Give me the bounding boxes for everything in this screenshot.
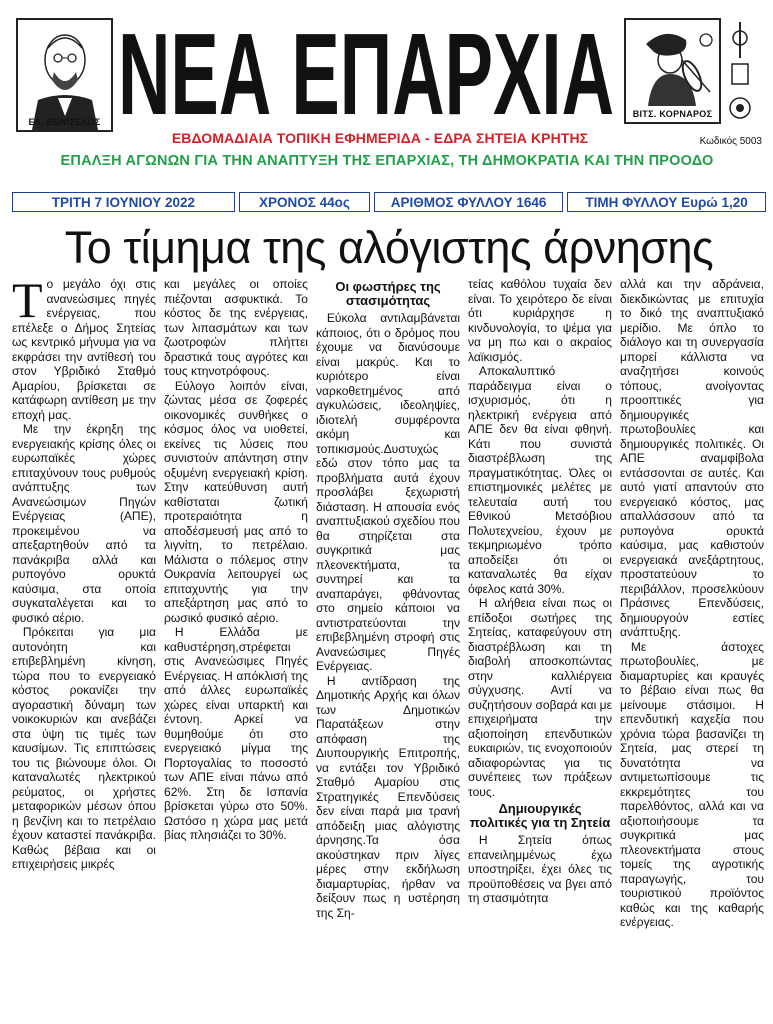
section-heading: Δημιουργικές πολιτικές για τη Σητεία [469, 801, 611, 830]
article-paragraph: Η αλήθεια είναι πως οι επίδοξοι σωτήρες της Σητείας, καταφεύγουν στη διαστρέβλωση και τη διαβολή αποσκοπώντας στην καλλιέργεια σύγχυσης. Αντί να συζητήσουν σοβαρά και με επιχειρήματα την αξιοποίηση επενδυτικών ευκαιριών, τις ενοχοποιούν αδιαφορώντας για τις συνέπειες των πράξεων τους. [468, 596, 612, 799]
article-paragraph: Εύλογο λοιπόν είναι, ζώντας μέσα σε ζοφερές οικονομικές συνθήκες ο κόσμος όλος να υιοθετεί, εκείνες τις λύσεις που συνιστούν απάντηση στην οξυμένη ενεργειακή κρίση. Στην κατεύθυνση αυτή καθίσταται ζωτική προτεραιότητα η αποδέσμευσή μας από το λιγνίτη, το πετρέλαιο. Μάλιστα ο πόλεμος στην Ουκρανία λειτουργεί ως επιταχυντής για την απεξάρτηση μας από το ρωσικό φυσικό αέριο. [164, 378, 308, 625]
venizelos-portrait [16, 18, 113, 132]
article-paragraph: Με άστοχες πρωτοβουλίες, με διαμαρτυρίες και κραυγές το βέβαιο είναι πως θα μείνουμε στάσιμοι. Η επενδυτική καχεξία που χρόνια τώρα βασανίζει τη Σητεία, μας στερεί τη δυνατότητα να αντιμετωπίσουμε τις εκκρεμότητες του παρελθόντος, αλλά και να αξιοποιήσουμε τα συγκριτικά μας πλεονεκτήματα στους τομείς της αγροτικής παραγωγής, του τουριστικού προϊόντος καθώς και της καθαρής ενέργειας. [620, 639, 764, 929]
article-body [12, 277, 766, 1017]
article-paragraph: Πρόκειται για μια αυτονόητη και επιβεβλημένη κίνηση, τώρα που το ενεργειακό κόστος ροκανίζει την αγοραστική δύναμη των νοικοκυριών και ανεβάζει στα ύψη τις τιμές των καυσίμων. Τις επιπτώσεις του τις βιώνουμε όλοι. Οι καταναλωτές ηλεκτρικού ρεύματος, οι χρήστες μεταφορικών μέσων όπου η βενζίνη και το πετρέλαιο έχουν καταστεί πανάκριβα. Καθώς βέβαια και οι επιχειρήσεις μικρές [12, 625, 156, 871]
issue-info-bar [12, 192, 766, 212]
article-column-1 [12, 277, 156, 1017]
issue-price: ΤΙΜΗ ΦΥΛΛΟΥ Ευρώ 1,20 [567, 192, 766, 212]
paragraph-text: ο μεγάλο όχι στις ανανεώσιμες πηγές ενέργειας, που επέλεξε ο Δήμος Σητείας ως κεντρικό μήνυμα για να εκφράσει την αντίθεσή του στον Υβριδικό Σταθμό Αμαρίου, βρίσκεται σε κατάφωρη αντίθεση με την εποχή μας. [12, 277, 156, 422]
drop-cap: Τ [12, 277, 43, 328]
decorative-emblem [720, 18, 760, 126]
kornaros-portrait [624, 18, 721, 124]
newspaper-code: Κωδικός 5003 [699, 136, 762, 147]
issue-date: ΤΡΙΤΗ 7 ΙΟΥΝΙΟΥ 2022 [12, 192, 235, 212]
article-paragraph: τείας καθόλου τυχαία δεν είναι. Το χειρότερο δε είναι ότι κυριάρχησε η κινδυνολογία, το ψέμα για να μη πω και ο ακραίος λαϊκισμός. [468, 277, 612, 364]
portrait-illustration-icon [18, 20, 111, 130]
article-column-2 [164, 277, 308, 1017]
issue-year: ΧΡΟΝΟΣ 44ος [239, 192, 370, 212]
article-paragraph: Η αντίδραση της Δημοτικής Αρχής και όλων των Δημοτικών Παρατάξεων στην απόφαση της Διυπουργικής Επιτροπής, να εντάξει τον Υβριδικό Σταθμό Αμαρίου στις Στρατηγικές Επενδύσεις δεν είναι παρά μια τρανή απόδειξη μιας αλόγιστης άρνησης.Τα όσα ακούστηκαν πριν λίγες μέρες στην εκδήλωση διαμαρτυρίας, ήρθαν να δείξουν πως η υστέρηση της Ση- [316, 673, 460, 920]
left-portrait-caption: ΕΛ. ΒΕΝΙΖΕΛΟΣ [28, 117, 101, 127]
article-paragraph [12, 277, 156, 422]
article-paragraph: και μεγάλες οι οποίες πιέζονται ασφυκτικά. Το κόστος δε της ενέργειας, των λιπασμάτων και των ζωοτροφών πλήττει δραστικά τους αγρότες και τους κτηνοτρόφους. [164, 277, 308, 378]
issue-number: ΑΡΙΘΜΟΣ ΦΥΛΛΟΥ 1646 [374, 192, 563, 212]
article-paragraph: Αποκαλυπτικό παράδειγμα είναι ο ισχυρισμός, ότι η ηλεκτρική ενέργεια από ΑΠΕ δεν θα είναι φθηνή. Κάτι που συνιστά διαστρέβλωση της πραγματικότητας. Όλες οι επιστημονικές μελέτες με τελευταία αυτή του Εθνικού Μετσόβιου Πολυτεχνείου, έχουν με τεκμηριωμένο τρόπο αποδείξει ότι οι καταναλωτές θα είχαν όφελος κατά 30%. [468, 364, 612, 596]
newspaper-subtitle: ΕΒΔΟΜΑΔΙΑΙΑ ΤΟΠΙΚΗ ΕΦΗΜΕΡΙΔΑ - ΕΔΡΑ ΣΗΤΕΙΑ ΚΡΗΤΗΣ [171, 130, 589, 146]
article-paragraph: Με την έκρηξη της ενεργειακής κρίσης όλες οι ευρωπαϊκές χώρες επιταχύνουν τους ρυθμούς ανάπτυξης των Ανανεώσιμων Πηγών Ενέργειας (ΑΠΕ), προκειμένου να απεξαρτηθούν από τα πανάκριβα αλλά και ρυπογόνο ορυκτά καύσιμα, στα οποία συγκαταλέγεται και το φυσικό αέριο. [12, 422, 156, 625]
article-column-5 [620, 277, 764, 1017]
section-heading: Οι φωστήρες της στασιμότητας [335, 279, 441, 308]
ornament-icon [720, 18, 760, 126]
article-headline: Το τίμημα της αλόγιστης άρνησης [64, 222, 714, 273]
lyre-player-illustration-icon [626, 20, 719, 122]
right-portrait-caption: ΒΙΤΣ. ΚΟΡΝΑΡΟΣ [632, 109, 713, 119]
article-paragraph: Η Σητεία όπως επανειλημμένως έχω υποστηρίξει, έχει όλες τις προϋποθέσεις να βγει από τη στασιμότητα [468, 833, 612, 905]
article-column-4 [468, 277, 612, 1017]
article-paragraph: Η Ελλάδα με καθυστέρηση,στρέφεται στις Ανανεώσιμες Πηγές Ενέργειας. Η απόκλισή της από άλλες ευρωπαϊκές χώρες είναι υπαρκτή και έντονη. Αρκεί να θυμηθούμε ότι στο ενεργειακό μίγμα της Πορτογαλίας το ποσοστό των ΑΠΕ είναι πάνω από 62%. Στη δε Ισπανία βρίσκεται γύρω στο 50%. Ωστόσο η χώρα μας μετά βίας πλησιάζει το 30%. [164, 625, 308, 842]
newspaper-title-text: ΝΕΑ ΕΠΑΡΧΙΑ [118, 18, 614, 126]
article-column-3 [316, 277, 460, 1017]
article-paragraph: αλλά και την αδράνεια, διεκδικώντας με επιτυχία το δικό της αναπτυξιακό μερίδιο. Με όπλο το διάλογο και τη συνεργασία μπορεί κάλλιστα να αναζητήσει κοινούς τόπους, ανοίγοντας προοπτικές για δημιουργικές πρωτοβουλίες και δημιουργικές πολιτικές. Οι ΑΠΕ αναμφίβολα εντάσσονται σε αυτές. Και αυτό γιατί απαντούν στο ενεργειακό κόστος, μας απαλλάσσουν από τα ρυπογόνα ορυκτά καύσιμα, μας καθιστούν ενεργειακά ανεξάρτητους, προστατεύουν το περιβάλλον, προσελκύουν Πράσινες Επενδύσεις, δημιουργούν εστίες ανάπτυξης. [620, 277, 764, 639]
newspaper-slogan: ΕΠΑΛΞΗ ΑΓΩΝΩΝ ΓΙΑ ΤΗΝ ΑΝΑΠΤΥΞΗ ΤΗΣ ΕΠΑΡΧΙΑΣ, ΤΗ ΔΗΜΟΚΡΑΤΙΑ ΚΑΙ ΤΗΝ ΠΡΟΟΔΟ [60, 153, 714, 169]
article-paragraph: Εύκολα αντιλαμβάνεται κάποιος, ότι ο δρόμος που έχουμε να διανύσουμε είναι μακρύς. Και το κυριότερο είναι ναρκοθετημένος από αγκυλώσεις, ιδεοληψίες, ιδιοτελή συμφέροντα ακόμη και τοπικισμούς.Δυστυχώς εδώ στον τόπο μας τα προβλήματα αυτά έχουν προσλάβει ξεχωριστή διάσταση. Η απουσία ενός αναπτυξιακού σχεδίου που θα στηρίζεται στα συγκριτικά μας πλεονεκτήματα, τα συντηρεί και τα αναπαράγει, φθάνοντας στο σημείο κάποιοι να αντιστρατεύονται την επιβεβλημένη στροφή στις Ανανεώσιμες Πηγές Ενέργειας. [316, 311, 460, 673]
newspaper-title [112, 18, 620, 126]
